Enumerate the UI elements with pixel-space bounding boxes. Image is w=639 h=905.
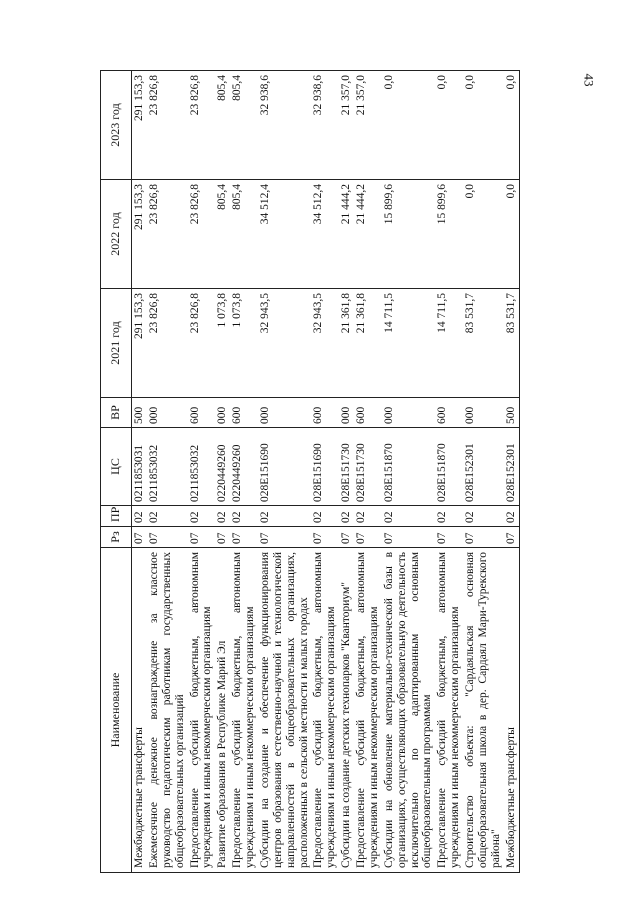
row-cs: 028E151870 <box>435 428 463 506</box>
table-header <box>101 71 132 873</box>
row-pr: 02 <box>188 506 216 527</box>
row-2022: 805,4 <box>215 180 230 289</box>
row-name: Межбюджетные трансферты <box>132 548 147 873</box>
row-name: Субсидии на создание и обеспечение функционирования центров образования естественно-научной и технологической направленностей в общеобразовательных организациях, расположенных в сельской местности и малых городах <box>258 548 312 873</box>
row-name: Межбюджетные трансферты <box>504 548 519 873</box>
row-name: Предоставление субсидий бюджетным, автономным учреждениям и иным некоммерческим организациям <box>354 548 382 873</box>
row-rz: 07 <box>382 527 436 548</box>
row-pr: 02 <box>463 506 504 527</box>
row-2021: 21 361,8 <box>339 289 354 398</box>
table-row <box>132 71 147 873</box>
row-pr: 02 <box>230 506 258 527</box>
header-pr: ПР <box>101 506 132 527</box>
row-2023: 0,0 <box>382 71 436 180</box>
header-cs: ЦС <box>101 428 132 506</box>
row-rz: 07 <box>147 527 188 548</box>
row-rz: 07 <box>463 527 504 548</box>
row-pr: 02 <box>382 506 436 527</box>
row-cs: 028E151730 <box>339 428 354 506</box>
row-2021: 83 531,7 <box>463 289 504 398</box>
table-row <box>339 71 354 873</box>
row-rz: 07 <box>504 527 519 548</box>
rotated-content <box>100 70 560 873</box>
row-cs: 028E152301 <box>504 428 519 506</box>
row-2023: 291 153,3 <box>132 71 147 180</box>
row-vr: 000 <box>339 398 354 428</box>
row-rz: 07 <box>188 527 216 548</box>
row-cs: 028E151690 <box>258 428 312 506</box>
row-cs: 0211853032 <box>188 428 216 506</box>
row-vr: 000 <box>215 398 230 428</box>
row-vr: 500 <box>504 398 519 428</box>
budget-table <box>100 70 520 873</box>
table-row <box>311 71 339 873</box>
header-vr: ВР <box>101 398 132 428</box>
row-2022: 805,4 <box>230 180 258 289</box>
row-cs: 028E151730 <box>354 428 382 506</box>
row-cs: 0220449260 <box>230 428 258 506</box>
row-2022: 21 444,2 <box>354 180 382 289</box>
row-pr: 02 <box>215 506 230 527</box>
row-cs: 028E151690 <box>311 428 339 506</box>
table-row <box>147 71 188 873</box>
row-vr: 600 <box>230 398 258 428</box>
row-name: Предоставление субсидий бюджетным, автономным учреждениям и иным некоммерческим организациям <box>230 548 258 873</box>
row-vr: 600 <box>188 398 216 428</box>
table-body <box>132 71 520 873</box>
row-2022: 23 826,8 <box>147 180 188 289</box>
row-2022: 34 512,4 <box>258 180 312 289</box>
row-cs: 0211853032 <box>147 428 188 506</box>
row-2022: 0,0 <box>504 180 519 289</box>
table-row <box>258 71 312 873</box>
row-2022: 0,0 <box>463 180 504 289</box>
row-vr: 600 <box>354 398 382 428</box>
row-2023: 0,0 <box>435 71 463 180</box>
row-vr: 000 <box>147 398 188 428</box>
row-name: Субсидии на обновление материально-технической базы в организациях, осуществляющих образовательную деятельность исключительно по адаптированным основным общеобразовательным программам <box>382 548 436 873</box>
row-2023: 0,0 <box>504 71 519 180</box>
table-row <box>354 71 382 873</box>
row-pr: 02 <box>339 506 354 527</box>
row-2022: 15 899,6 <box>382 180 436 289</box>
header-rz: Рз <box>101 527 132 548</box>
table-row <box>188 71 216 873</box>
header-2022: 2022 год <box>101 180 132 289</box>
row-2021: 291 153,3 <box>132 289 147 398</box>
row-2023: 21 357,0 <box>339 71 354 180</box>
table-row <box>382 71 436 873</box>
row-2021: 32 943,5 <box>311 289 339 398</box>
row-vr: 600 <box>435 398 463 428</box>
row-name: Предоставление субсидий бюджетным, автономным учреждениям и иным некоммерческим организациям <box>435 548 463 873</box>
row-2023: 0,0 <box>463 71 504 180</box>
row-2023: 32 938,6 <box>311 71 339 180</box>
row-2021: 32 943,5 <box>258 289 312 398</box>
row-pr: 02 <box>132 506 147 527</box>
row-vr: 600 <box>311 398 339 428</box>
row-2021: 83 531,7 <box>504 289 519 398</box>
row-name: Строительство объекта: "Сардаяльская основная общеобразовательная школа в дер. Сардаял Мари-Турекского района" <box>463 548 504 873</box>
row-rz: 07 <box>311 527 339 548</box>
row-2022: 21 444,2 <box>339 180 354 289</box>
row-2021: 14 711,5 <box>382 289 436 398</box>
row-rz: 07 <box>354 527 382 548</box>
row-2023: 23 826,8 <box>188 71 216 180</box>
table-row <box>504 71 519 873</box>
header-name: Наименование <box>101 548 132 873</box>
row-2021: 1 073,8 <box>215 289 230 398</box>
row-pr: 02 <box>147 506 188 527</box>
row-2021: 21 361,8 <box>354 289 382 398</box>
row-rz: 07 <box>339 527 354 548</box>
row-2021: 23 826,8 <box>188 289 216 398</box>
table-row <box>230 71 258 873</box>
row-rz: 07 <box>258 527 312 548</box>
row-2022: 34 512,4 <box>311 180 339 289</box>
row-vr: 000 <box>382 398 436 428</box>
row-2021: 23 826,8 <box>147 289 188 398</box>
row-2023: 21 357,0 <box>354 71 382 180</box>
row-cs: 0211853031 <box>132 428 147 506</box>
row-cs: 0220449260 <box>215 428 230 506</box>
header-2023: 2023 год <box>101 71 132 180</box>
row-name: Субсидии на создание детских технопарков "Кванториум" <box>339 548 354 873</box>
rotated-page <box>100 70 560 873</box>
row-2022: 23 826,8 <box>188 180 216 289</box>
row-2022: 15 899,6 <box>435 180 463 289</box>
row-2021: 14 711,5 <box>435 289 463 398</box>
table-row <box>463 71 504 873</box>
row-pr: 02 <box>311 506 339 527</box>
row-2023: 805,4 <box>215 71 230 180</box>
row-pr: 02 <box>354 506 382 527</box>
row-pr: 02 <box>504 506 519 527</box>
row-2023: 32 938,6 <box>258 71 312 180</box>
row-pr: 02 <box>435 506 463 527</box>
table-row <box>215 71 230 873</box>
row-name: Развитие образования в Республике Марий Эл <box>215 548 230 873</box>
table-row <box>435 71 463 873</box>
row-pr: 02 <box>258 506 312 527</box>
row-2023: 805,4 <box>230 71 258 180</box>
row-vr: 000 <box>258 398 312 428</box>
row-cs: 028E151870 <box>382 428 436 506</box>
row-vr: 500 <box>132 398 147 428</box>
row-rz: 07 <box>230 527 258 548</box>
row-name: Предоставление субсидий бюджетным, автономным учреждениям и иным некоммерческим организациям <box>311 548 339 873</box>
row-2023: 23 826,8 <box>147 71 188 180</box>
row-name: Предоставление субсидий бюджетным, автономным учреждениям и иным некоммерческим организациям <box>188 548 216 873</box>
row-name: Ежемесячное денежное вознаграждение за классное руководство педагогическим работникам государственных общеобразовательных организаций <box>147 548 188 873</box>
row-rz: 07 <box>435 527 463 548</box>
row-rz: 07 <box>132 527 147 548</box>
row-2021: 1 073,8 <box>230 289 258 398</box>
row-cs: 028E152301 <box>463 428 504 506</box>
row-2022: 291 153,3 <box>132 180 147 289</box>
page-number: 43 <box>581 73 597 87</box>
row-rz: 07 <box>215 527 230 548</box>
row-vr: 000 <box>463 398 504 428</box>
header-2021: 2021 год <box>101 289 132 398</box>
